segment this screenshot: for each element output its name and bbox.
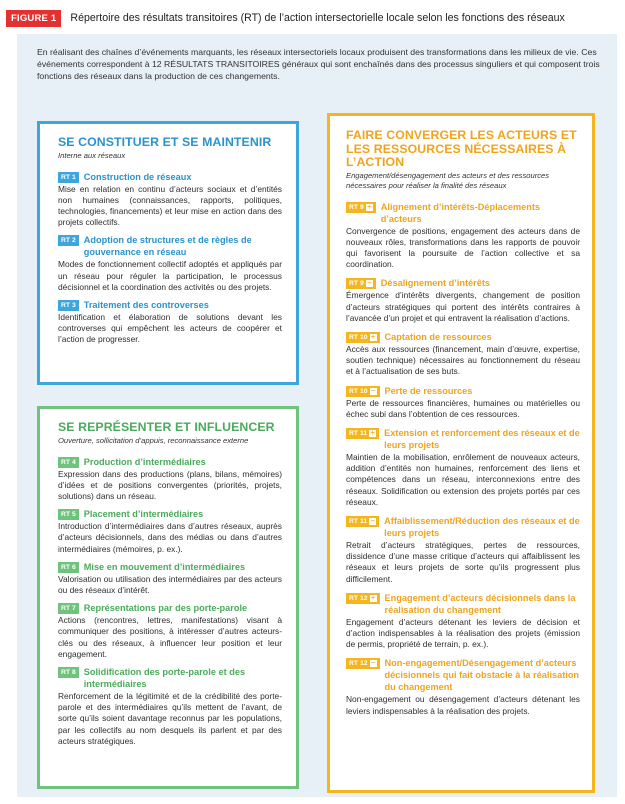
rt-badge-text: RT 12 (349, 594, 368, 602)
rt-label: Adoption de structures et de règles de gouvernance en réseau (83, 235, 252, 258)
rt-badge (58, 235, 79, 246)
rt-item-9-plus (346, 201, 580, 271)
rt-description: Introduction d’intermédiaires dans d’autres réseaux, auprès d’acteurs décisionnels, dans des médias ou dans d’autres intermédiaires (mémoires, p. ex.). (58, 521, 282, 554)
minus-icon: − (370, 660, 376, 668)
box-se-constituer (37, 121, 299, 385)
rt-description: Convergence de positions, engagement des acteurs dans de nouveaux rôles, transformations dans les rapports de pouvoir qui favorisent la poursuite de l’action collective et sa coordination. (346, 225, 580, 270)
rt-badge-text: RT 4 (61, 458, 76, 466)
rt-badge (58, 509, 79, 520)
rt-heading (346, 427, 580, 451)
rt-badge-text: RT 12 (349, 660, 368, 668)
rt-item-5 (58, 508, 282, 555)
rt-badge-text: RT 6 (61, 563, 76, 571)
rt-label: Perte de ressources (384, 385, 473, 396)
rt-badge (58, 562, 79, 573)
plus-icon: + (370, 594, 376, 602)
rt-heading (58, 602, 282, 614)
box-subtitle: Ouverture, sollicitation d’appuis, reconnaissance externe (58, 435, 249, 445)
rt-description: Engagement d’acteurs détenant les leviers de décision et d’action indispensables à la réalisation des projets (émission de permis, propriété de terrain, p. ex.). (346, 616, 580, 650)
rt-description: Renforcement de la légitimité et de la crédibilité des porte-parole et des intermédiaires qu’ils mettent de l’avant, de sorte qu’ils soient davantage reconnus par les populations, par les collectifs au nom desquels ils parlent et par des acteurs stratégiques. (58, 690, 282, 746)
rt-badge-text: RT 11 (349, 429, 368, 437)
rt-badge-text: RT 2 (61, 237, 76, 245)
rt-badge (346, 428, 379, 439)
rt-badge (346, 386, 380, 397)
rt-item-4 (58, 456, 282, 503)
plus-icon: + (370, 429, 375, 437)
rt-item-2 (58, 234, 282, 293)
rt-label: Solidification des porte-parole et des intermédiaires (83, 666, 246, 689)
rt-item-11-minus (346, 515, 580, 585)
rt-heading (58, 666, 282, 690)
rt-description: Valorisation ou utilisation des intermédiaires par des acteurs ou des réseaux d’intérêt. (58, 573, 282, 595)
rt-heading (58, 456, 282, 468)
rt-description: Mise en relation en continu d’acteurs sociaux et d’entités non humaines (connaissances, rapports, politiques, technologies, financements) et leur mise en action dans des projets collectifs. (58, 183, 282, 228)
rt-heading (58, 508, 282, 520)
rt-description: Actions (rencontres, lettres, manifestations) visant à communiquer des positions, à intéresser d’autres acteurs-clés ou des réseaux, à influencer leur position et leur engagement. (58, 615, 282, 659)
rt-heading (58, 171, 282, 183)
rt-item-10-plus (346, 331, 580, 378)
plus-icon: + (370, 333, 376, 341)
rt-item-12-minus (346, 657, 580, 716)
rt-label: Traitement des controverses (83, 299, 209, 310)
rt-badge (346, 593, 380, 604)
rt-label: Désalignement d’intérêts (380, 278, 490, 289)
rt-heading (346, 657, 580, 693)
figure-label-badge: FIGURE 1 (6, 10, 61, 27)
rt-description: Retrait d’acteurs stratégiques, pertes de ressources, dissidence d’une masse critique d’acteurs qui affaiblissent les réseaux et leurs projets de sorte qu’ils progressent plus difficilement. (346, 539, 580, 584)
rt-heading (346, 515, 580, 539)
rt-badge (346, 516, 379, 527)
plus-icon: + (367, 203, 372, 211)
rt-heading (346, 385, 580, 397)
rt-label: Alignement d’intérêts-Déplacements d’acteurs (380, 201, 541, 224)
box-faire-converger (327, 113, 595, 793)
rt-heading (346, 331, 580, 343)
rt-badge (346, 658, 380, 669)
rt-description: Modes de fonctionnement collectif adoptés et appliqués par un réseau pour réguler la participation, le processus décisionnel et la coordination des activités ou des projets. (58, 259, 282, 292)
rt-item-7 (58, 602, 282, 660)
intro-paragraph: En réalisant des chaînes d’événements marquants, les réseaux intersectoriels locaux produisent des transformations dans les milieux de vie. Ces événements correspondent à 12 RÉSULTATS TRANSITOIRES généraux qui sont enchaînés dans des processus singuliers et qui composent trois fonctions des réseaux dans la production de ces changements. (37, 47, 600, 81)
box-se-representer (37, 406, 299, 789)
rt-badge (346, 202, 376, 213)
rt-badge (58, 300, 79, 311)
rt-label: Non-engagement/Désengagement d’acteurs décisionnels qui fait obstacle à la réalisation du changement (384, 658, 580, 693)
rt-badge-text: RT 5 (61, 511, 76, 519)
box-title: SE REPRÉSENTER ET INFLUENCER (58, 420, 275, 434)
rt-badge-text: RT 8 (61, 668, 76, 676)
rt-badge-text: RT 10 (349, 333, 368, 341)
rt-badge-text: RT 1 (61, 173, 76, 181)
rt-label: Construction de réseaux (83, 171, 192, 182)
rt-label: Représentations par des porte-parole (83, 603, 248, 614)
figure-panel (17, 34, 617, 797)
box-subtitle: Interne aux réseaux (58, 150, 126, 160)
rt-label: Production d’intermédiaires (83, 456, 206, 467)
rt-item-10-minus (346, 385, 580, 420)
rt-heading (346, 201, 580, 225)
minus-icon: − (370, 387, 376, 395)
rt-badge (58, 457, 79, 468)
minus-icon: − (367, 280, 372, 288)
rt-item-12-plus (346, 592, 580, 651)
rt-badge-text: RT 10 (349, 387, 368, 395)
rt-item-11-plus (346, 427, 580, 508)
rt-heading (58, 299, 282, 311)
rt-badge (346, 332, 380, 343)
rt-description: Non-engagement ou désengagement d’acteurs détenant les leviers indispensables à la réalisation des projets. (346, 694, 580, 716)
rt-heading (346, 592, 580, 616)
rt-label: Captation de ressources (384, 331, 492, 342)
rt-item-8 (58, 666, 282, 747)
box-title: FAIRE CONVERGER LES ACTEURS ET LES RESSOURCES NÉCESSAIRES À L’ACTION (346, 128, 577, 169)
box-subtitle: Engagement/désengagement des acteurs et des ressources nécessaires pour réaliser la finalité des réseaux (346, 170, 550, 190)
figure-header (6, 6, 619, 28)
rt-label: Engagement d’acteurs décisionnels dans la réalisation du changement (384, 592, 576, 615)
rt-heading (58, 561, 282, 573)
rt-item-3 (58, 299, 282, 346)
rt-badge (58, 172, 79, 183)
figure-title: Répertoire des résultats transitoires (RT) de l’action intersectorielle locale selon les fonctions des réseaux (70, 12, 565, 24)
rt-item-6 (58, 561, 282, 596)
rt-badge-text: RT 9 (349, 280, 364, 288)
rt-description: Accès aux ressources (financement, main d’œuvre, expertise, soutien technique) nécessaires au fonctionnement du réseau et à l’actualisation de ses buts. (346, 343, 580, 377)
rt-badge-text: RT 7 (61, 605, 76, 613)
rt-description: Perte de ressources financières, humaines ou matérielles ou échec subi dans l’obtention de ces ressources. (346, 397, 580, 419)
rt-label: Extension et renforcement des réseaux et de leurs projets (384, 427, 580, 450)
minus-icon: − (370, 517, 375, 525)
rt-badge-text: RT 3 (61, 301, 76, 309)
rt-badge (58, 667, 79, 678)
rt-label: Mise en mouvement d’intermédiaires (83, 561, 246, 572)
rt-description: Expression dans des productions (plans, bilans, mémoires) d’idées et de positions convergentes (priorités, projets, solutions) dans un réseau. (58, 468, 282, 501)
box-title: SE CONSTITUER ET SE MAINTENIR (58, 135, 272, 149)
rt-badge-text: RT 11 (349, 517, 368, 525)
rt-description: Émergence d’intérêts divergents, changement de position d’acteurs stratégiques qui portent des intérêts contraires à l’avancée d’un projet et qui entravent la réalisation d’actions. (346, 290, 580, 323)
rt-badge (58, 603, 79, 614)
rt-label: Placement d’intermédiaires (83, 509, 204, 520)
rt-description: Identification et élaboration de solutions devant les controverses qui empêchent les acteurs de coopérer et l’action de progresser. (58, 311, 282, 345)
rt-item-9-minus (346, 277, 580, 324)
rt-item-1 (58, 171, 282, 229)
rt-badge-text: RT 9 (349, 203, 364, 211)
rt-label: Affaiblissement/Réduction des réseaux et de leurs projets (384, 515, 580, 538)
rt-description: Maintien de la mobilisation, enrôlement de nouveaux acteurs, addition d’entités non humaines, renforcement des liens et compétences dans un réseau, interconnexions entre des réseaux. Solidification ou extension des projets portés par ces réseaux. (346, 451, 580, 507)
rt-heading (58, 234, 282, 258)
rt-badge (346, 278, 376, 289)
rt-heading (346, 277, 580, 289)
